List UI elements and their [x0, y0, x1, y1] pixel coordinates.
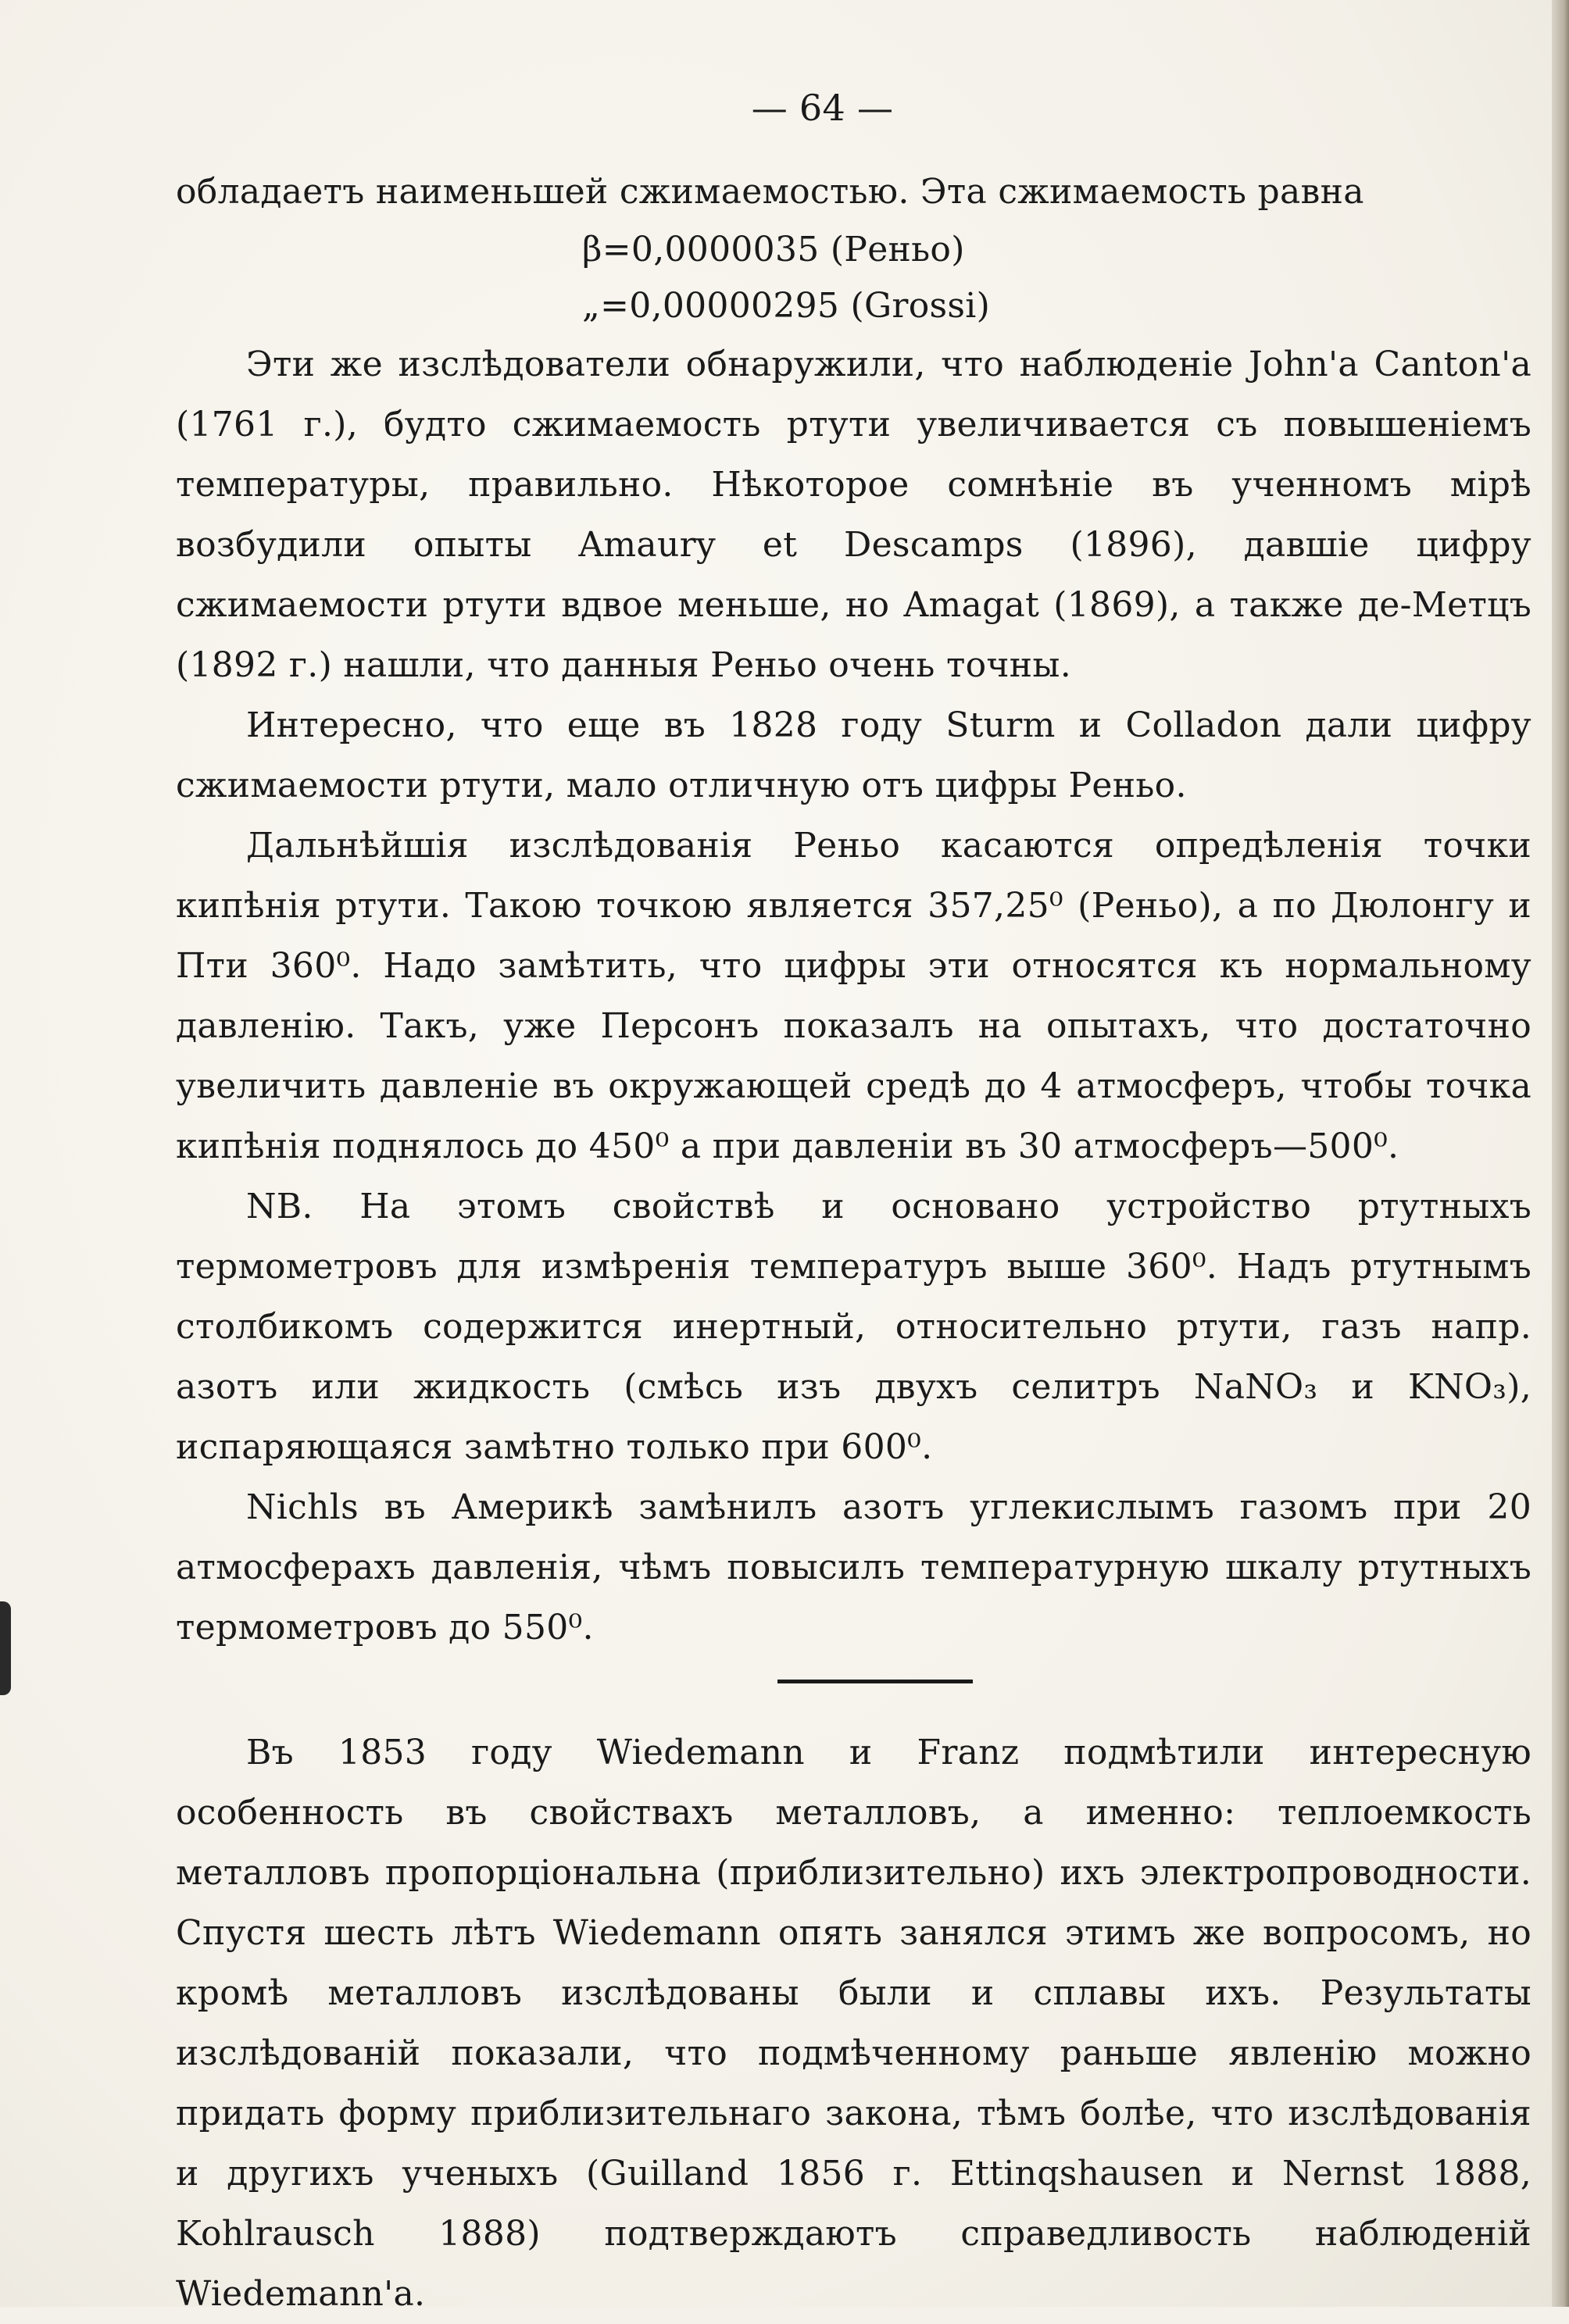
paragraph-nichls: Nichls въ Америкѣ замѣнилъ азотъ углекислымъ газомъ при 20 атмосферахъ давленія, чѣмъ повысилъ температурную шкалу ртутныхъ термометровъ до 550⁰.	[176, 1487, 1531, 1648]
section-divider	[777, 1680, 973, 1683]
page-content	[176, 78, 1531, 2324]
intro-line: обладаетъ наименьшей сжимаемостью. Эта сжимаемость равна	[176, 172, 1364, 212]
paragraph-sturm-colladon: Интересно, что еще въ 1828 году Sturm и Colladon дали цифру сжимаемости ртути, мало отличную отъ цифры Реньо.	[176, 705, 1531, 805]
page-number: — 64 —	[751, 87, 894, 129]
paragraph-canton: Эти же изслѣдователи обнаружили, что наблюденіе John'а Canton'а (1761 г.), будто сжимаемость ртути увеличивается съ повышеніемъ температуры, правильно. Нѣкоторое сомнѣніе въ ученномъ мірѣ возбудили опыты Amaury et Descamps (1896), давшіе цифру сжимаемости ртути вдвое меньше, но Amagat (1869), а также де-Метцъ (1892 г.) нашли, что данныя Реньо очень точны.	[176, 344, 1531, 685]
paragraph-boiling-point: Дальнѣйшія изслѣдованія Реньо касаются опредѣленія точки кипѣнія ртути. Такою точкою является 357,25⁰ (Реньо), а по Дюлонгу и Пти 360⁰. Надо замѣтить, что цифры эти относятся къ нормальному давленію. Такъ, уже Персонъ показалъ на опытахъ, что достаточно увеличить давленіе въ окружающей средѣ до 4 атмосферъ, чтобы точка кипѣнія поднялось до 450⁰ а при давленіи въ 30 атмосферъ—500⁰.	[176, 826, 1531, 1166]
binding-mark	[0, 1601, 11, 1695]
page-edge-shadow	[1552, 0, 1569, 2307]
paragraph-wiedemann-franz: Въ 1853 году Wiedemann и Franz подмѣтили интересную особенность въ свойствахъ металловъ, а именно: теплоемкость металловъ пропорціональна (приблизительно) ихъ электропроводности. Спустя шесть лѣтъ Wiedemann опять занялся этимъ же вопросомъ, но кромѣ металловъ изслѣдованы были и сплавы ихъ. Результаты изслѣдованій показали, что подмѣченному раньше явленію можно придать форму приблизительнаго закона, тѣмъ болѣе, что изслѣдованія и другихъ ученыхъ (Guilland 1856 г. Ettinqshausen и Nernst 1888, Kohlrausch 1888) подтверждаютъ справедливость наблюденій Wiedemann'а.	[176, 1733, 1531, 2314]
formula-grossi: „=0,00000295 (Grossi)	[582, 286, 991, 326]
paragraph-nb-thermometers: NB. На этомъ свойствѣ и основано устройство ртутныхъ термометровъ для измѣренія температуръ выше 360⁰. Надъ ртутнымъ столбикомъ содержится инертный, относительно ртути, газъ напр. азотъ или жидкость (смѣсь изъ двухъ селитръ NaNO₃ и KNO₃), испаряющаяся замѣтно только при 600⁰.	[176, 1187, 1531, 1467]
formula-regnault: β=0,0000035 (Реньо)	[582, 230, 965, 270]
